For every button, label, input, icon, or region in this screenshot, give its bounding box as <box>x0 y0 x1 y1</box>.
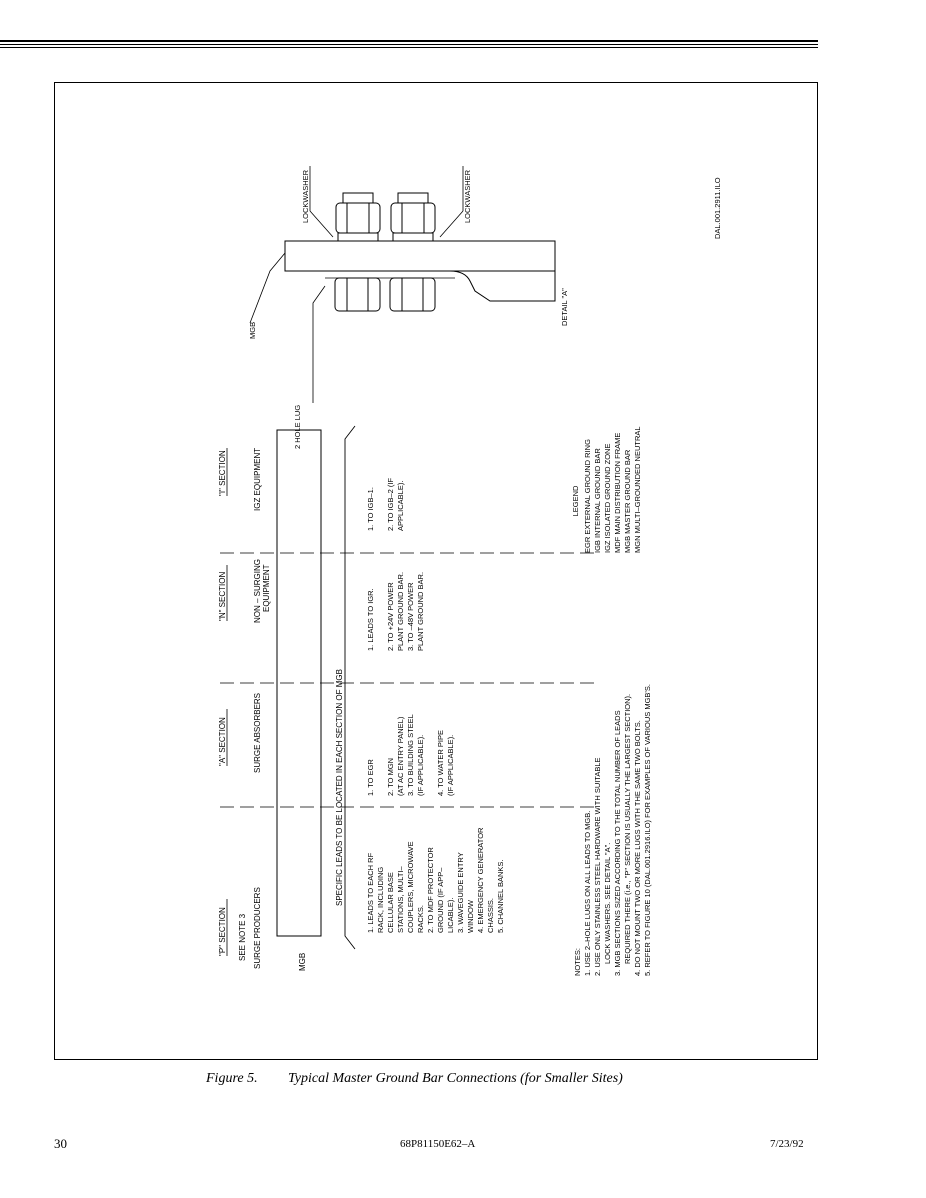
lead-p-13: CHASSIS. <box>486 897 495 933</box>
lead-p-2: RACK, INCLUDING <box>376 866 385 933</box>
leads-bracket <box>345 426 355 949</box>
notes-block <box>573 684 652 976</box>
lead-i-3: 2. TO IGB–2 (IF <box>386 477 395 531</box>
see-note-label: SEE NOTE 3 <box>238 913 247 961</box>
lead-n-5: 3. TO –48V POWER <box>406 582 415 651</box>
leads-list-i <box>366 478 405 531</box>
legend-entry-mgb: MGB MASTER GROUND BAR <box>623 449 632 553</box>
legend-entry-mgn: MGN MULTI–GROUNDED NEUTRAL <box>633 426 642 553</box>
header-rule-top <box>0 40 818 42</box>
lockwasher-1-leader <box>310 211 333 237</box>
legend-entry-mdf: MDF MAIN DISTRIBUTION FRAME <box>613 432 622 553</box>
lead-p-4: STATIONS, MULTI– <box>396 866 405 933</box>
section-title-a: SURGE ABSORBERS <box>253 692 262 773</box>
section-header-i: "I" SECTION <box>218 450 227 496</box>
figure-frame <box>54 82 818 1060</box>
lead-n-1: 1. LEADS TO IGR. <box>366 588 375 651</box>
section-title-n-line1: NON – SURGING <box>253 558 262 623</box>
lead-p-8: GROUND (IF APP– <box>436 867 445 933</box>
lead-p-1: 1. LEADS TO EACH RF <box>366 852 375 933</box>
lead-p-14: 5. CHANNEL BANKS. <box>496 859 505 933</box>
lead-a-9: (IF APPLICABLE). <box>446 734 455 796</box>
detail-ground-bar <box>285 241 555 271</box>
note-line-3: LOCK WASHERS. SEE DETAIL "A". <box>603 842 612 964</box>
lead-a-1: 1. TO EGR <box>366 759 375 796</box>
lead-p-5: COUPLERS, MICROWAVE <box>406 841 415 933</box>
lead-p-10: 3. WAVEGUIDE ENTRY <box>456 852 465 933</box>
lockwasher-2-leader <box>440 211 463 237</box>
document-date: 7/23/92 <box>770 1138 804 1150</box>
header-rule-bottom <box>0 47 818 48</box>
lead-i-1: 1. TO IGB–1. <box>366 487 375 531</box>
lead-p-7: 2. TO MDF PROTECTOR <box>426 847 435 933</box>
specific-leads-label: SPECIFIC LEADS TO BE LOCATED IN EACH SECTION OF MGB <box>335 669 344 906</box>
lead-p-12: 4. EMERGENCY GENERATOR <box>476 827 485 933</box>
detail-a <box>248 166 569 449</box>
section-title-i: IGZ EQUIPMENT <box>253 447 262 511</box>
figure-number: Figure 5. <box>206 1071 258 1086</box>
lead-a-6: (IF APPLICABLE). <box>416 734 425 796</box>
legend-title: LEGEND <box>571 485 580 517</box>
section-header-n: "N" SECTION <box>218 571 227 621</box>
lead-a-3: 2. TO MGN <box>386 757 395 796</box>
note-line-5: REQUIRED THERE (i.e., "P" SECTION IS USUALLY THE LARGEST SECTION). <box>623 693 632 964</box>
lead-a-5: 3. TO BUILDING STEEL <box>406 714 415 796</box>
figure-caption <box>206 1071 623 1087</box>
legend-block <box>571 426 642 553</box>
header-rule-middle <box>0 44 818 45</box>
note-line-6: 4. DO NOT MOUNT TWO OR MORE LUGS WITH THE SAME TWO BOLTS. <box>633 720 642 976</box>
lead-p-6: RACKS. <box>416 905 425 933</box>
section-title-p: SURGE PRODUCERS <box>253 887 262 969</box>
detail-mgb-leader <box>250 253 285 323</box>
lead-p-3: CELLULAR BASE <box>386 872 395 933</box>
section-header-p: "P" SECTION <box>218 907 227 956</box>
lead-a-4: (AT AC ENTRY PANEL) <box>396 716 405 796</box>
lead-a-8: 4. TO WATER PIPE <box>436 730 445 796</box>
legend-entry-egr: EGR EXTERNAL GROUND RING <box>583 439 592 553</box>
mgb-connection-diagram <box>55 83 819 1061</box>
mgb-bar-label: MGB <box>298 952 307 971</box>
section-title-n-line2: EQUIPMENT <box>262 564 271 612</box>
document-id: 68P81150E62–A <box>400 1138 476 1150</box>
note-line-7: 5. REFER TO FIGURE 10 (DAL.001.2916.ILO) FOR EXAMPLES OF VARIOUS MGB'S. <box>643 684 652 976</box>
lockwasher-label-1: LOCKWASHER <box>301 169 310 223</box>
page-number: 30 <box>54 1136 67 1151</box>
legend-entry-igz: IGZ ISOLATED GROUND ZONE <box>603 443 612 553</box>
note-line-1: 1. USE 2–HOLE LUGS ON ALL LEADS TO MGB. <box>583 810 592 976</box>
figure-title: Typical Master Ground Bar Connections (for Smaller Sites) <box>288 1071 623 1086</box>
detail-lug-label: 2 HOLE LUG <box>293 404 302 449</box>
legend-entry-igb: IGB INTERNAL GROUND BAR <box>593 448 602 553</box>
note-line-2: 2. USE ONLY STAINLESS STEEL HARDWARE WITH SUITABLE <box>593 757 602 976</box>
lead-i-4: APPLICABLE). <box>396 480 405 531</box>
lead-n-6: PLANT GROUND BAR. <box>416 571 425 651</box>
note-line-4: 3. MGB SECTIONS SIZED ACCORDING TO THE TOTAL NUMBER OF LEADS <box>613 710 622 976</box>
detail-a-label: DETAIL "A" <box>560 288 569 326</box>
lockwasher-label-2: LOCKWASHER <box>463 169 472 223</box>
leads-list-n <box>366 572 425 651</box>
detail-lug-leader <box>313 286 325 403</box>
section-header-a: "A" SECTION <box>218 717 227 766</box>
notes-title: NOTES: <box>573 948 582 976</box>
leads-list-a <box>366 714 455 796</box>
leads-list-p <box>366 827 505 933</box>
lead-n-3: 2. TO +24V POWER <box>386 582 395 651</box>
detail-mgb-label: MGB <box>248 321 257 339</box>
lead-n-4: PLANT GROUND BAR. <box>396 571 405 651</box>
lead-p-11: WINDOW <box>466 900 475 933</box>
lead-p-9: LICABLE). <box>446 897 455 933</box>
drawing-id: DAL.001.2911.ILO <box>713 177 722 239</box>
